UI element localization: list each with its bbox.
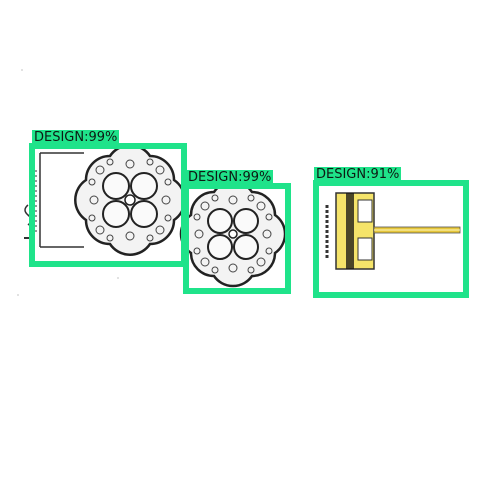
detection-box-1[interactable] <box>29 143 187 267</box>
detection-label-3: DESIGN:91% <box>316 167 400 182</box>
detection-label-1: DESIGN:99% <box>34 130 118 145</box>
detection-box-2[interactable] <box>183 183 291 294</box>
detection-label-2: DESIGN:99% <box>188 170 272 185</box>
detection-box-3[interactable] <box>313 180 469 298</box>
